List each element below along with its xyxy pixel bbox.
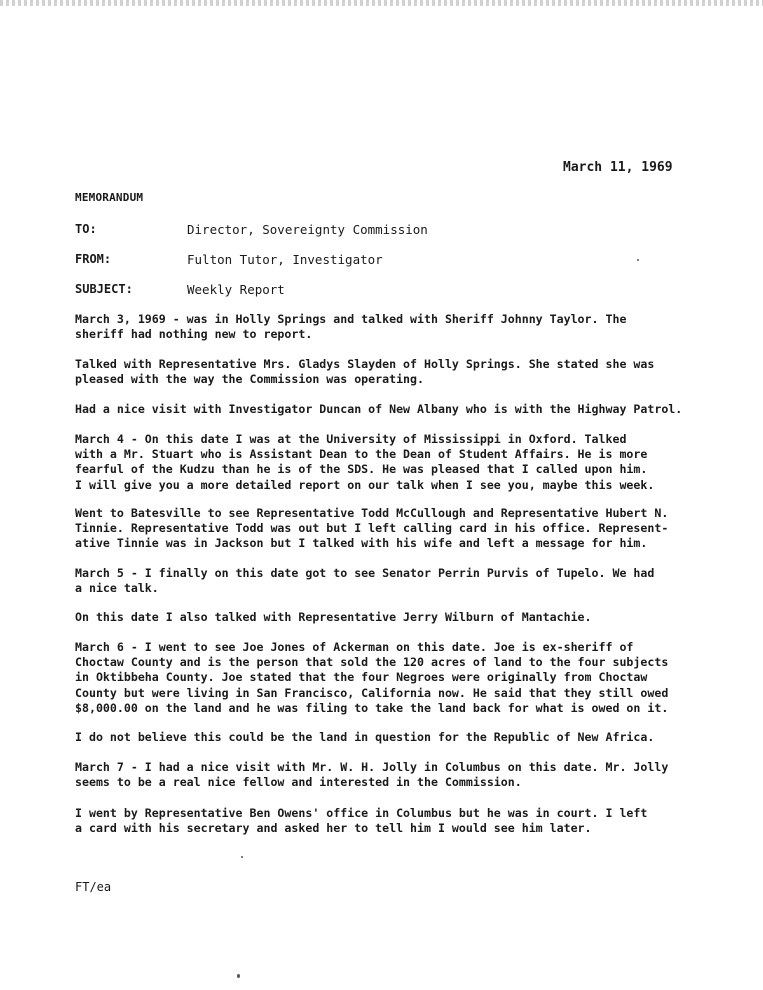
paragraph-march-6: March 6 - I went to see Joe Jones of Ackerman on this date. Joe is ex-sheriff of Choctaw County and is the person that sold the 120 acres of land to the four subjects in Oktibbeha County. Joe stated that the four Negroes were originally from Choctaw County but were living in San Francisco, California now. He said that they still owed $8,000.00 on the land and he was filing to take the land back for what is owed on it. bbox=[75, 640, 669, 715]
from-label: FROM: bbox=[75, 252, 112, 266]
scan-speck bbox=[637, 259, 639, 261]
paragraph-march-5: March 5 - I finally on this date got to see Senator Perrin Purvis of Tupelo. We had a nice talk. bbox=[75, 566, 655, 596]
paragraph-wilburn: On this date I also talked with Representative Jerry Wilburn of Mantachie. bbox=[75, 610, 592, 624]
paragraph-batesville: Went to Batesville to see Representative Todd McCullough and Representative Hubert N. Tinnie. Representative Todd was out but I left calling card in his office. Represent- ative Tinnie was in Jackson but I talked with his wife and left a message for him. bbox=[75, 506, 669, 551]
paragraph-march-7: March 7 - I had a nice visit with Mr. W. H. Jolly in Columbus on this date. Mr. Jolly seems to be a real nice fellow and interested in the Commission. bbox=[75, 760, 669, 790]
paragraph-owens: I went by Representative Ben Owens' office in Columbus but he was in court. I left a card with his secretary and asked her to tell him I would see him later. bbox=[75, 806, 648, 836]
paragraph-new-africa: I do not believe this could be the land in question for the Republic of New Africa. bbox=[75, 730, 655, 744]
paragraph-march-3: March 3, 1969 - was in Holly Springs and talked with Sheriff Johnny Taylor. The sheriff had nothing new to report. bbox=[75, 312, 627, 342]
to-value: Director, Sovereignty Commission bbox=[187, 222, 428, 237]
paragraph-slayden: Talked with Representative Mrs. Gladys Slayden of Holly Springs. She stated she was pleased with the way the Commission was operating. bbox=[75, 357, 655, 387]
memo-date: March 11, 1969 bbox=[563, 160, 673, 175]
subject-label: SUBJECT: bbox=[75, 282, 133, 296]
paragraph-march-4: March 4 - On this date I was at the University of Mississippi in Oxford. Talked with a Mr. Stuart who is Assistant Dean to the Dean of Student Affairs. He is more fearful of the Kudzu than he is of the SDS. He was pleased that I called upon him. I will give you a more detailed report on our talk when I see you, maybe this week. bbox=[75, 432, 655, 492]
initials: FT/ea bbox=[75, 880, 112, 894]
from-value: Fulton Tutor, Investigator bbox=[187, 252, 383, 267]
to-label: TO: bbox=[75, 222, 97, 236]
scan-edge bbox=[0, 0, 763, 6]
paragraph-duncan: Had a nice visit with Investigator Duncan of New Albany who is with the Highway Patrol. bbox=[75, 402, 683, 416]
memo-heading: MEMORANDUM bbox=[75, 191, 144, 204]
subject-value: Weekly Report bbox=[187, 282, 285, 297]
scan-speck bbox=[241, 856, 243, 858]
scan-speck bbox=[237, 974, 240, 978]
